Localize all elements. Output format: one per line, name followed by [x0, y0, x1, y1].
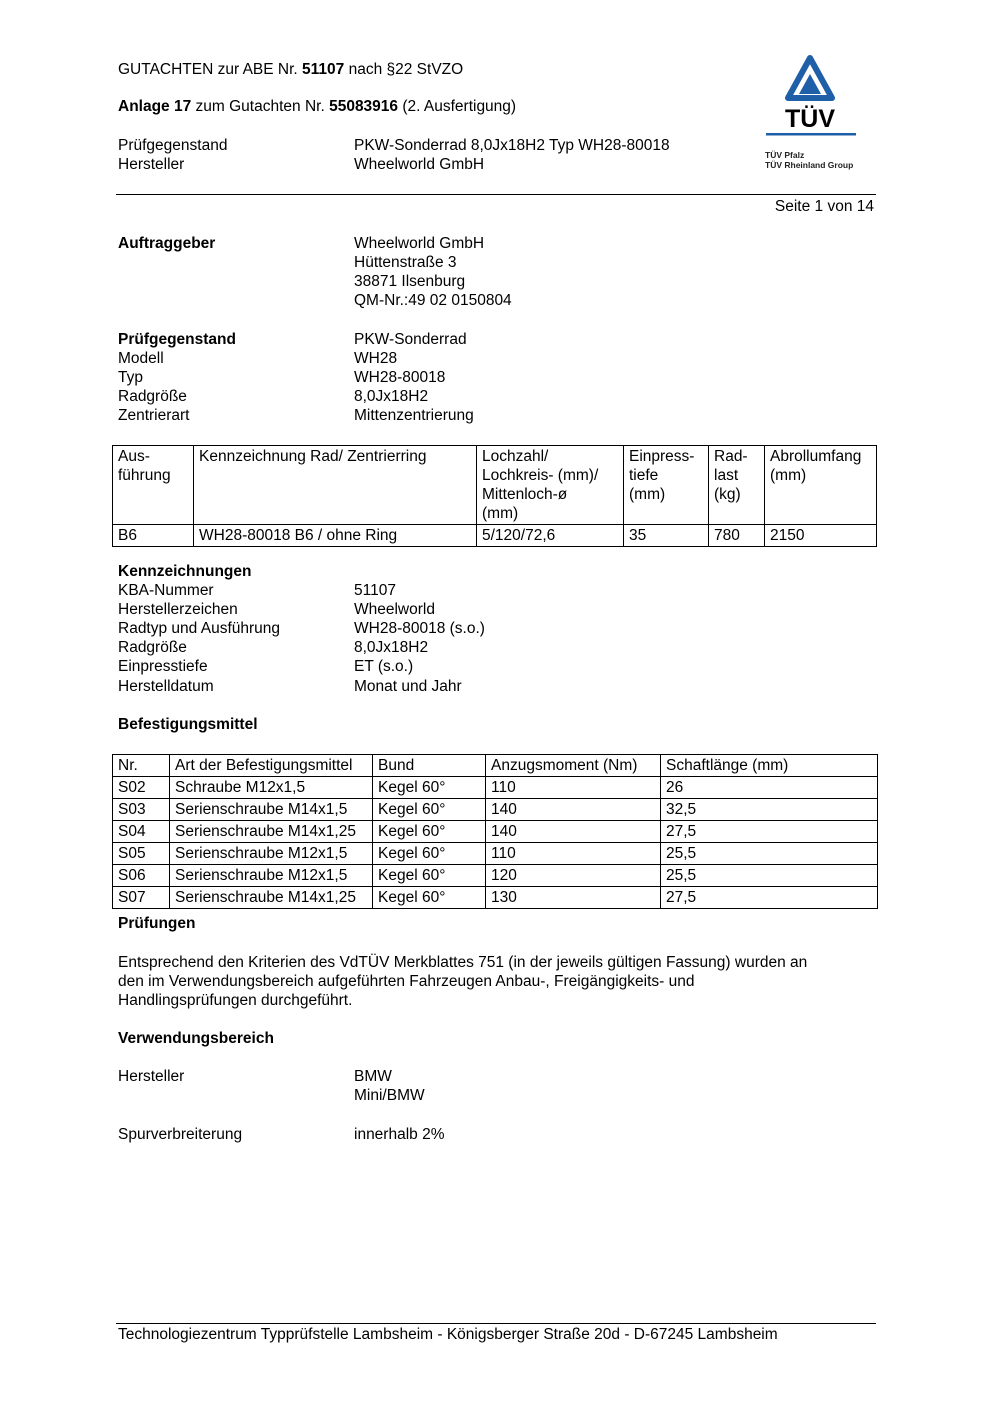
gutachten-number: 55083916 [329, 98, 399, 115]
header-cell-radlast: Rad- last (kg) [709, 446, 765, 525]
befestigungsmittel-table [112, 754, 878, 909]
table-row [113, 799, 878, 821]
table-cell: 110 [486, 843, 661, 865]
header-cell-abrollumfang: Abrollumfang (mm) [765, 446, 877, 525]
table-cell: Serienschraube M12x1,5 [170, 843, 373, 865]
header-line-1 [118, 60, 463, 79]
herstelldatum-label: Herstelldatum [118, 678, 214, 695]
table-header-row [113, 446, 877, 525]
header-cell-nr: Nr. [113, 755, 170, 777]
table-cell: 27,5 [661, 887, 878, 909]
table-cell: 130 [486, 887, 661, 909]
spurverbreiterung-label: Spurverbreiterung [118, 1126, 243, 1143]
logo-sub-2: TÜV Rheinland Group [765, 160, 854, 170]
table-row [113, 821, 878, 843]
k-radgroesse-label: Radgröße [118, 639, 187, 656]
header-cell-einpresstiefe: Einpress- tiefe (mm) [624, 446, 709, 525]
header-divider [116, 194, 876, 195]
typ-value: WH28-80018 [354, 369, 446, 386]
logo-text: TÜV [785, 105, 835, 133]
table-row [113, 525, 877, 547]
table-cell: 27,5 [661, 821, 878, 843]
herstellerzeichen-value: Wheelworld [354, 601, 435, 618]
table-cell: Serienschraube M14x1,5 [170, 799, 373, 821]
spurverbreiterung-value: innerhalb 2% [354, 1126, 445, 1143]
ausfertigung-label: (2. Ausfertigung) [398, 98, 517, 115]
table-cell: Serienschraube M12x1,5 [170, 865, 373, 887]
header-cell-kennzeichnung: Kennzeichnung Rad/ Zentrierring [194, 446, 477, 525]
zentrierart-label: Zentrierart [118, 407, 190, 424]
k-radgroesse-value: 8,0Jx18H2 [354, 639, 429, 656]
table-cell: Serienschraube M14x1,25 [170, 887, 373, 909]
table-cell: 32,5 [661, 799, 878, 821]
herstelldatum-value: Monat und Jahr [354, 678, 462, 695]
ausfuehrung-table [112, 445, 877, 547]
table-cell: S05 [113, 843, 170, 865]
vb-hersteller-value-2: Mini/BMW [354, 1087, 425, 1104]
table-cell: WH28-80018 B6 / ohne Ring [194, 525, 477, 547]
kba-value: 51107 [354, 582, 396, 599]
table-header-row [113, 755, 878, 777]
gutachten-mid: zum Gutachten Nr. [191, 98, 330, 115]
kba-label: KBA-Nummer [118, 582, 214, 599]
header-pruefgegenstand-value: PKW-Sonderrad 8,0Jx18H2 Typ WH28-80018 [354, 137, 670, 154]
stvzo-label: nach §22 StVZO [344, 61, 464, 78]
table-cell: Serienschraube M14x1,25 [170, 821, 373, 843]
pruefungen-line-2: den im Verwendungsbereich aufgeführten Fahrzeugen Anbau-, Freigängigkeits- und [118, 973, 695, 990]
table-cell: 35 [624, 525, 709, 547]
table-cell: Kegel 60° [373, 887, 486, 909]
modell-label: Modell [118, 350, 164, 367]
anlage-label: Anlage 17 [118, 98, 192, 115]
table-cell: S07 [113, 887, 170, 909]
befestigungsmittel-title: Befestigungsmittel [118, 716, 258, 733]
header-cell-ausfuehrung: Aus- führung [113, 446, 194, 525]
table-cell: S03 [113, 799, 170, 821]
table-row [113, 777, 878, 799]
typ-label: Typ [118, 369, 143, 386]
header-hersteller-label: Hersteller [118, 156, 185, 173]
logo-sub-1: TÜV Pfalz [765, 150, 805, 160]
einpresstiefe-label: Einpresstiefe [118, 658, 208, 675]
herstellerzeichen-label: Herstellerzeichen [118, 601, 238, 618]
gutachten-label: GUTACHTEN zur ABE Nr. [118, 61, 303, 78]
kennzeichnungen-title: Kennzeichnungen [118, 563, 252, 580]
table-cell: Kegel 60° [373, 821, 486, 843]
pruefungen-line-1: Entsprechend den Kriterien des VdTÜV Merkblattes 751 (in der jeweils gültigen Fassung) wurden an [118, 954, 808, 971]
logo-subtext [765, 150, 853, 170]
abe-number: 51107 [302, 61, 345, 78]
radtyp-value: WH28-80018 (s.o.) [354, 620, 485, 637]
auftraggeber-label: Auftraggeber [118, 235, 216, 252]
table-cell: 25,5 [661, 865, 878, 887]
einpresstiefe-value: ET (s.o.) [354, 658, 414, 675]
table-row [113, 887, 878, 909]
table-cell: 26 [661, 777, 878, 799]
pruefgegenstand-value: PKW-Sonderrad [354, 331, 467, 348]
footer-divider [116, 1323, 876, 1324]
auftraggeber-line-2: Hüttenstraße 3 [354, 254, 457, 271]
table-cell: S06 [113, 865, 170, 887]
zentrierart-value: Mittenzentrierung [354, 407, 474, 424]
header-cell-schaftlaenge: Schaftlänge (mm) [661, 755, 878, 777]
page-info: Seite 1 von 14 [774, 198, 874, 215]
header-cell-lochzahl: Lochzahl/ Lochkreis- (mm)/ Mittenloch-ø (mm) [477, 446, 624, 525]
header-hersteller-value: Wheelworld GmbH [354, 156, 485, 173]
table-cell: Kegel 60° [373, 843, 486, 865]
table-cell: 140 [486, 821, 661, 843]
auftraggeber-line-1: Wheelworld GmbH [354, 235, 485, 252]
pruefungen-title: Prüfungen [118, 915, 196, 932]
table-cell: 2150 [765, 525, 877, 547]
table-cell: 110 [486, 777, 661, 799]
verwendungsbereich-title: Verwendungsbereich [118, 1030, 274, 1047]
modell-value: WH28 [354, 350, 398, 367]
table-cell: B6 [113, 525, 194, 547]
table-row [113, 865, 878, 887]
table-cell: Kegel 60° [373, 777, 486, 799]
auftraggeber-line-4: QM-Nr.:49 02 0150804 [354, 292, 512, 309]
header-cell-bund: Bund [373, 755, 486, 777]
table-cell: 5/120/72,6 [477, 525, 624, 547]
table-cell: S04 [113, 821, 170, 843]
table-cell: Schraube M12x1,5 [170, 777, 373, 799]
table-cell: 120 [486, 865, 661, 887]
table-cell: 140 [486, 799, 661, 821]
table-row [113, 843, 878, 865]
table-cell: Kegel 60° [373, 865, 486, 887]
header-cell-art: Art der Befestigungsmittel [170, 755, 373, 777]
header-pruefgegenstand-label: Prüfgegenstand [118, 137, 228, 154]
table-cell: 780 [709, 525, 765, 547]
radgroesse-value: 8,0Jx18H2 [354, 388, 429, 405]
pruefungen-line-3: Handlingsprüfungen durchgeführt. [118, 992, 353, 1009]
vb-hersteller-label: Hersteller [118, 1068, 185, 1085]
radtyp-label: Radtyp und Ausführung [118, 620, 281, 637]
vb-hersteller-value-1: BMW [354, 1068, 392, 1085]
table-cell: 25,5 [661, 843, 878, 865]
footer-text: Technologiezentrum Typprüfstelle Lambsheim - Königsberger Straße 20d - D-67245 Lambsheim [118, 1326, 778, 1343]
header-cell-anzugsmoment: Anzugsmoment (Nm) [486, 755, 661, 777]
radgroesse-label: Radgröße [118, 388, 187, 405]
header-line-2 [118, 97, 516, 116]
table-cell: Kegel 60° [373, 799, 486, 821]
auftraggeber-line-3: 38871 Ilsenburg [354, 273, 466, 290]
pruefgegenstand-title: Prüfgegenstand [118, 331, 236, 348]
table-cell: S02 [113, 777, 170, 799]
